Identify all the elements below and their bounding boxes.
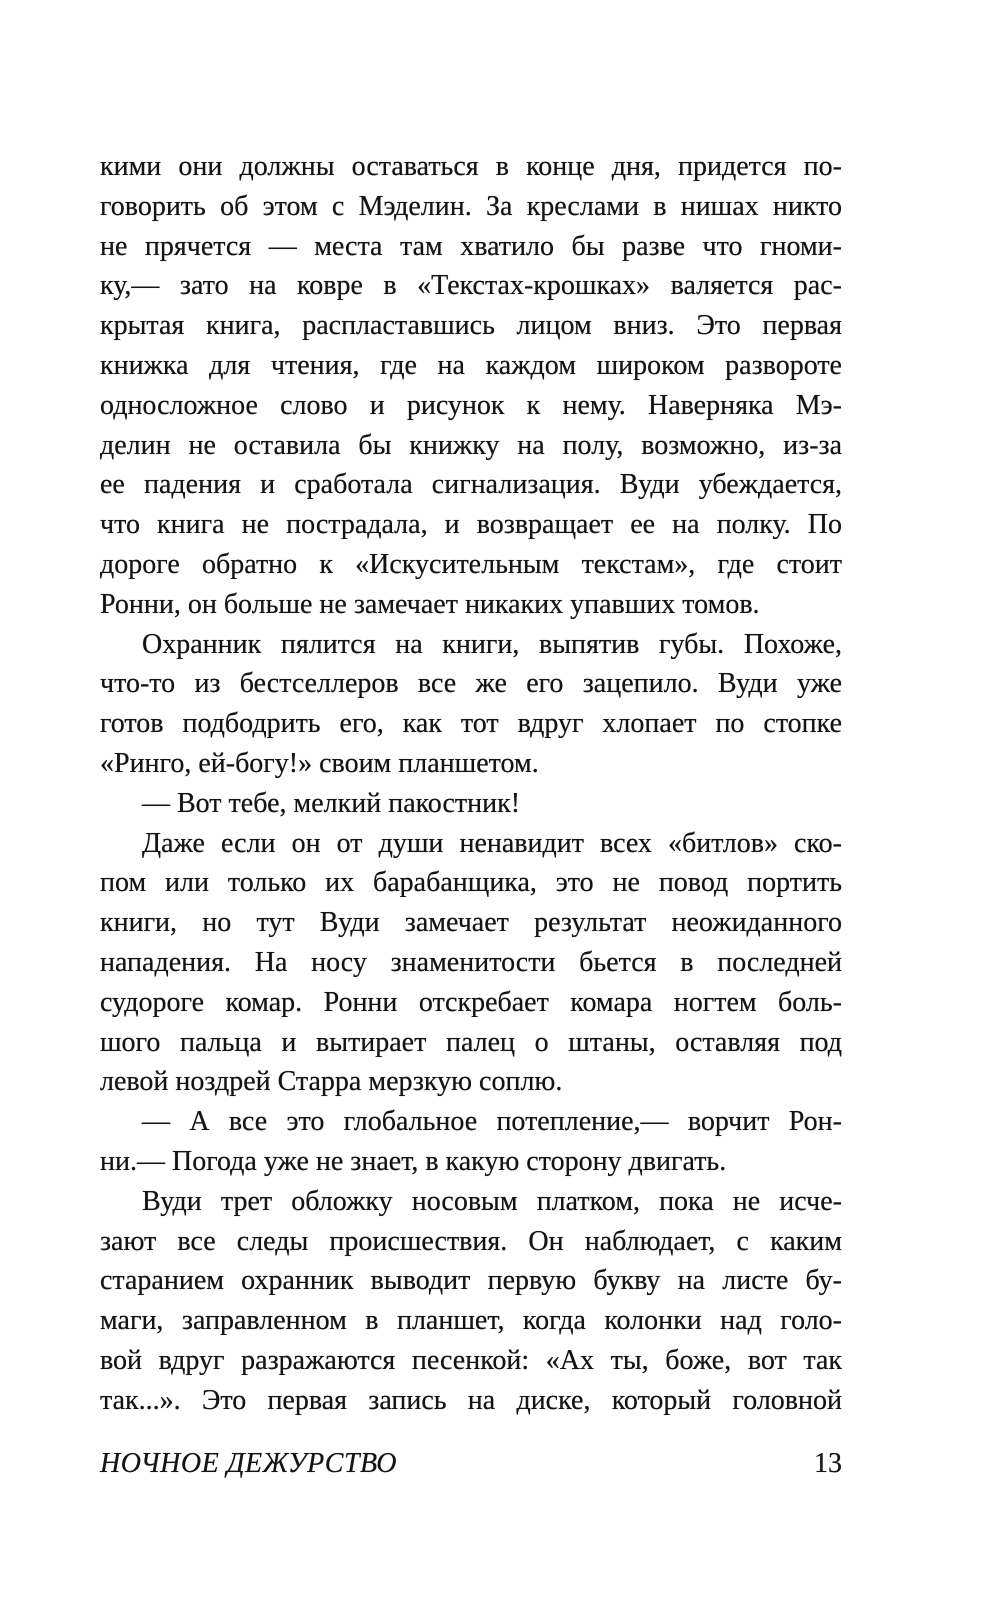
text-line: вой вдруг разражаются песенкой: «Ах ты, боже, вот так bbox=[100, 1344, 842, 1376]
paragraph bbox=[100, 784, 842, 824]
text-line: Ронни, он больше не замечает никаких упавших томов. bbox=[100, 588, 760, 620]
text-line: пом или только их барабанщика, это не повод портить bbox=[100, 867, 842, 899]
text-line: судороге комар. Ронни отскребает комара ногтем боль- bbox=[100, 986, 842, 1018]
text-line: книжка для чтения, где на каждом широком развороте bbox=[100, 349, 842, 381]
text-line: книги, но тут Вуди замечает результат неожиданного bbox=[100, 907, 842, 939]
text-line: так...». Это первая запись на диске, который головной bbox=[100, 1384, 842, 1416]
text-line: нападения. На носу знаменитости бьется в последней bbox=[100, 946, 842, 978]
page-number: 13 bbox=[814, 1448, 842, 1479]
paragraph bbox=[100, 1102, 842, 1182]
text-line: шого пальца и вытирает палец о штаны, оставляя под bbox=[100, 1026, 842, 1058]
text-line: кими они должны оставаться в конце дня, придется по- bbox=[100, 151, 842, 182]
text-line: готов подбодрить его, как тот вдруг хлопает по стопке bbox=[100, 708, 842, 740]
text-line: Даже если он от души ненавидит всех «битлов» ско- bbox=[142, 827, 842, 859]
text-line: односложное слово и рисунок к нему. Наверняка Мэ- bbox=[100, 389, 842, 421]
text-line: делин не оставила бы книжку на полу, возможно, из-за bbox=[100, 429, 842, 461]
text-line: ее падения и сработала сигнализация. Вуди убеждается, bbox=[100, 469, 842, 501]
paragraph bbox=[100, 824, 842, 1103]
text-line: Охранник пялится на книги, выпятив губы. Похоже, bbox=[142, 628, 842, 660]
text-line: — А все это глобальное потепление,— ворчит Рон- bbox=[142, 1106, 842, 1138]
text-line: левой ноздрей Старра мерзкую соплю. bbox=[100, 1066, 563, 1098]
paragraph bbox=[100, 1182, 842, 1421]
page-footer bbox=[100, 1448, 842, 1480]
text-line: крытая книга, распластавшись лицом вниз. Это первая bbox=[100, 310, 842, 342]
paragraph bbox=[100, 625, 842, 784]
text-line: ку,— зато на ковре в «Текстах-крошках» валяется рас- bbox=[100, 270, 842, 302]
text-line: что книга не пострадала, и возвращает ее на полку. По bbox=[100, 509, 842, 541]
text-block bbox=[100, 147, 842, 1421]
running-title: НОЧНОЕ ДЕЖУРСТВО bbox=[100, 1448, 398, 1479]
text-line: что-то из бестселлеров все же его зацепило. Вуди уже bbox=[100, 668, 842, 700]
text-line: дороге обратно к «Искусительным текстам», где стоит bbox=[100, 548, 842, 580]
text-line: маги, заправленном в планшет, когда колонки над голо- bbox=[100, 1305, 842, 1337]
text-line: «Ринго, ей-богу!» своим планшетом. bbox=[100, 747, 539, 779]
text-line: говорить об этом с Мэделин. За креслами в нишах никто bbox=[100, 190, 842, 222]
text-line: зают все следы происшествия. Он наблюдает, с каким bbox=[100, 1225, 842, 1257]
paragraph bbox=[100, 147, 842, 625]
text-line: не прячется — места там хватило бы разве что гноми- bbox=[100, 230, 842, 262]
text-line: Вуди трет обложку носовым платком, пока не исче- bbox=[142, 1185, 842, 1217]
text-line: — Вот тебе, мелкий пакостник! bbox=[142, 787, 521, 819]
text-line: ни.— Погода уже не знает, в какую сторону двигать. bbox=[100, 1145, 727, 1177]
text-line: старанием охранник выводит первую букву на листе бу- bbox=[100, 1265, 842, 1297]
